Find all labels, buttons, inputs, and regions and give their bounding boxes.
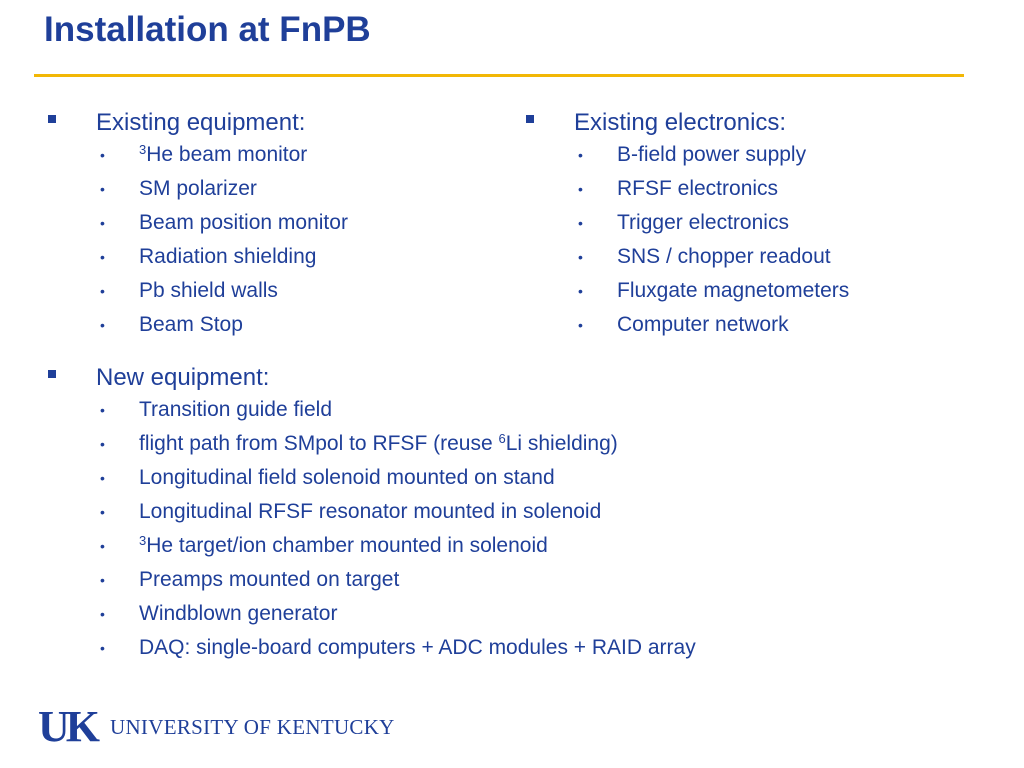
bullet-dot-icon: •	[100, 640, 105, 656]
title-divider	[34, 74, 964, 77]
bullet-dot-icon: •	[100, 215, 105, 231]
bullet-dot-icon: •	[578, 249, 583, 265]
university-name: UNIVERSITY OF KENTUCKY	[110, 714, 395, 739]
bullet-dot-icon: •	[100, 147, 105, 163]
bullet-dot-icon: •	[100, 470, 105, 486]
bullet-dot-icon: •	[100, 436, 105, 452]
bullet-dot-icon: •	[578, 317, 583, 333]
bullet-dot-icon: •	[578, 215, 583, 231]
bullet-dot-icon: •	[578, 181, 583, 197]
bullet-dot-icon: •	[100, 504, 105, 520]
bullet-dot-icon: •	[100, 402, 105, 418]
bullet-dot-icon: •	[578, 147, 583, 163]
slide-title: Installation at FnPB	[44, 10, 371, 49]
square-bullet-icon	[48, 115, 56, 123]
bullet-dot-icon: •	[100, 283, 105, 299]
bullet-dot-icon: •	[100, 538, 105, 554]
square-bullet-icon	[48, 370, 56, 378]
bullet-dot-icon: •	[100, 606, 105, 622]
uk-logo-mark: UK	[38, 702, 96, 751]
bullet-dot-icon: •	[578, 283, 583, 299]
bullet-dot-icon: •	[100, 249, 105, 265]
bullet-dot-icon: •	[100, 317, 105, 333]
university-logo	[38, 704, 395, 750]
bullet-dot-icon: •	[100, 181, 105, 197]
bullet-dot-icon: •	[100, 572, 105, 588]
square-bullet-icon	[526, 115, 534, 123]
